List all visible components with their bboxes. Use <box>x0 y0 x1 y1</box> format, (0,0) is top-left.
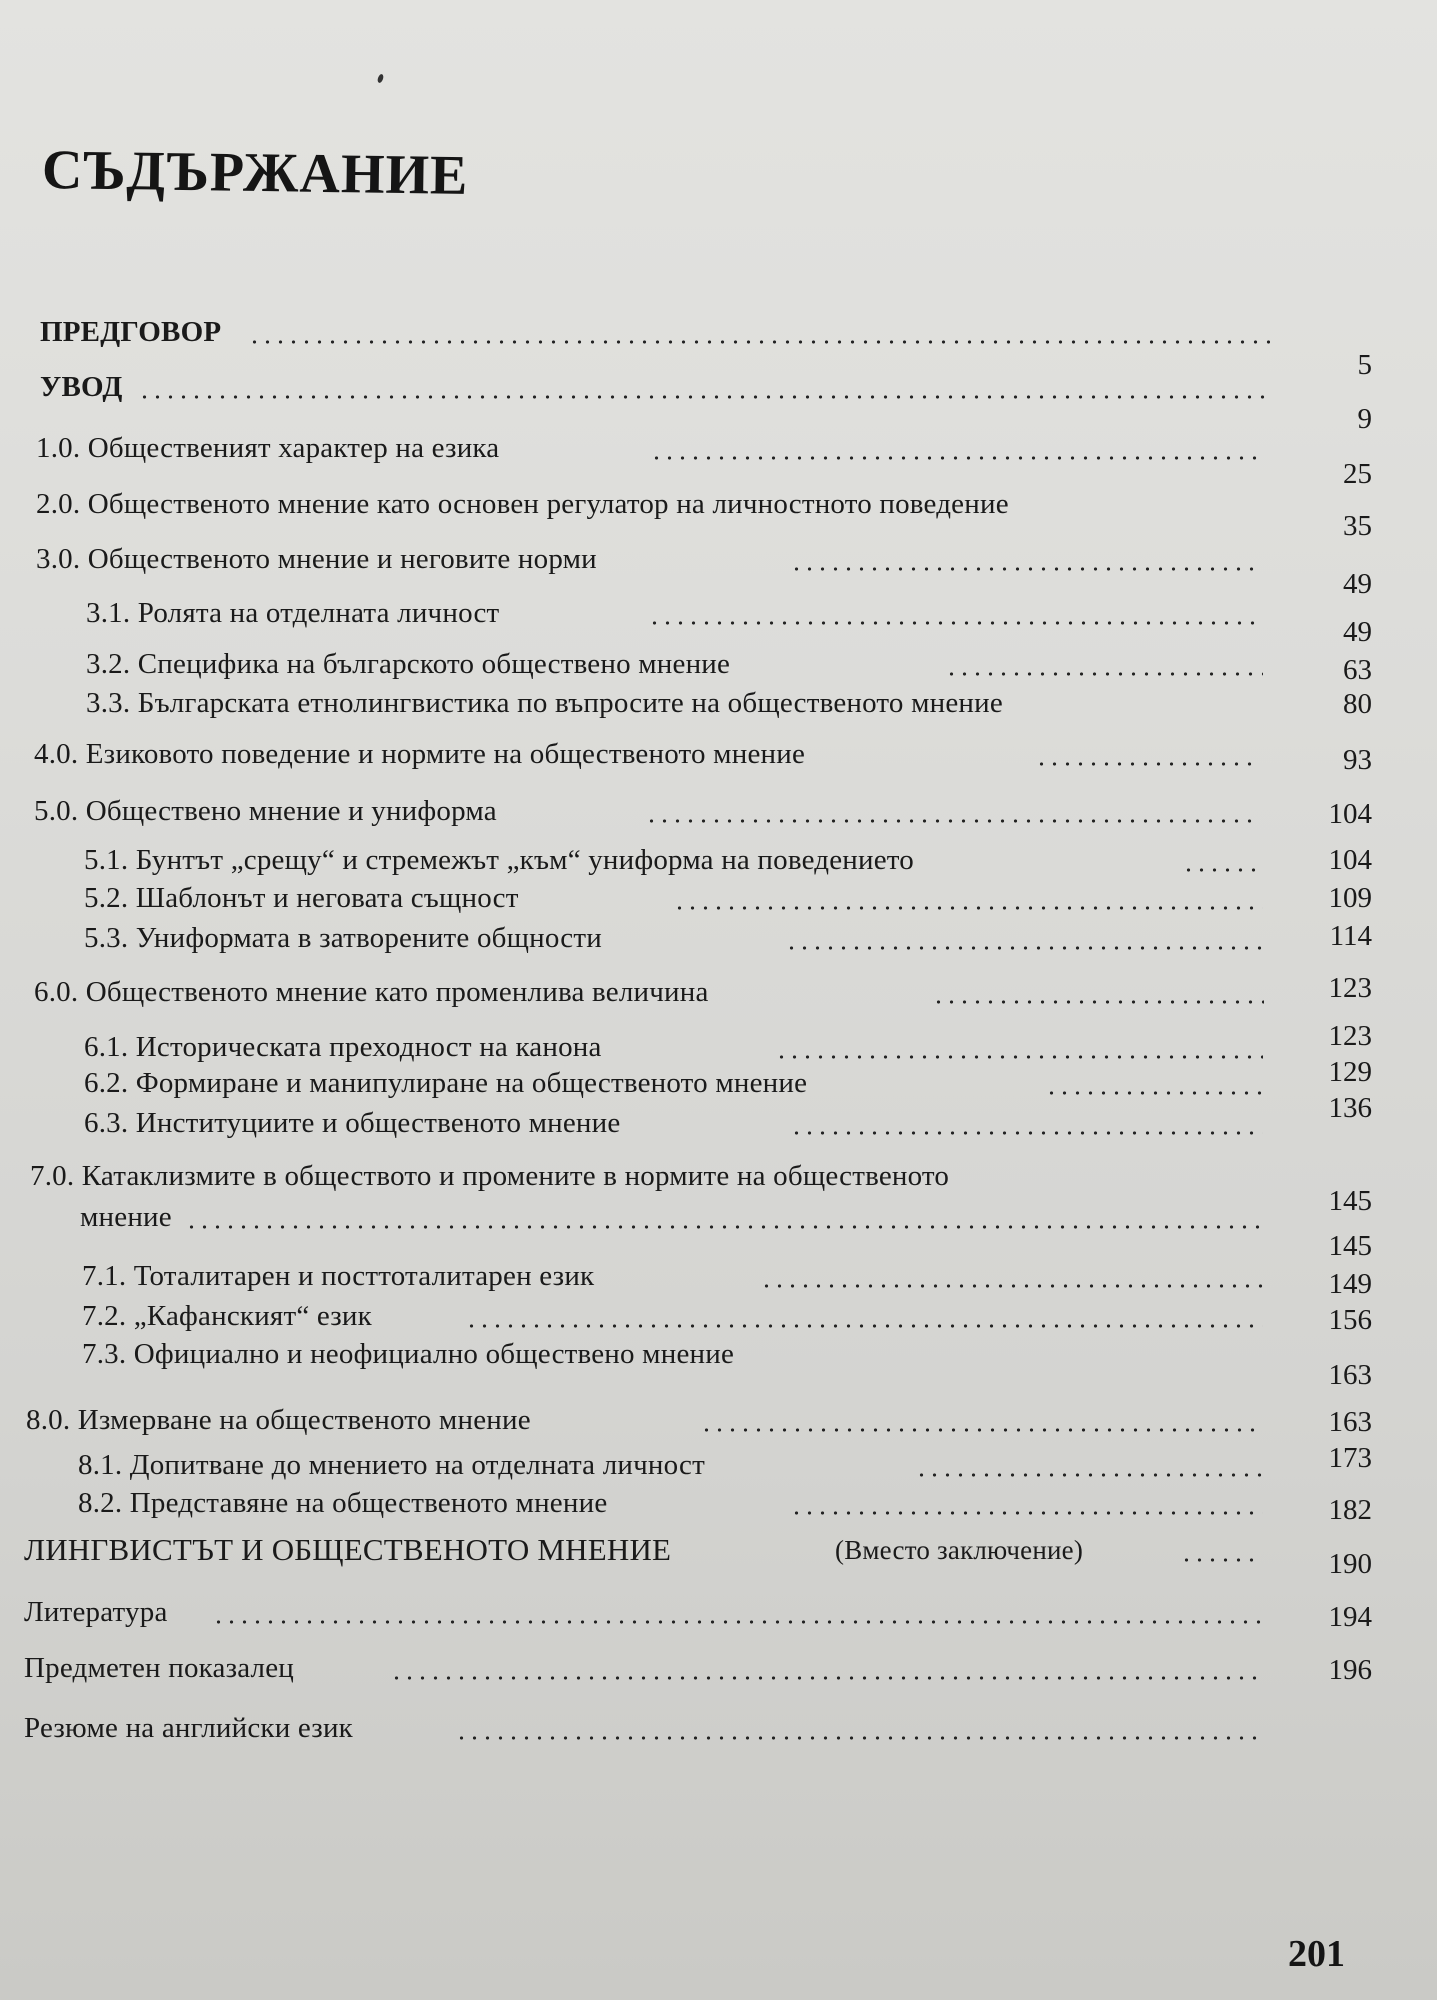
toc-entry-4-0 <box>0 734 1437 774</box>
toc-label: 5.2. Шаблонът и неговата същност <box>84 882 519 914</box>
toc-label: 7.0. Катаклизмите в обществото и промените в нормите на общественото <box>30 1160 950 1192</box>
toc-entry-summary <box>0 1708 1437 1748</box>
toc-entry-3-3 <box>0 683 1437 723</box>
toc-page-number: 49 <box>1343 616 1372 648</box>
dot-leader <box>760 1284 1263 1288</box>
toc-entry-2-0 <box>0 484 1437 524</box>
toc-page-number: 9 <box>1357 403 1372 435</box>
dot-leader <box>790 1131 1263 1135</box>
toc-page-number: 182 <box>1328 1494 1372 1526</box>
toc-entry-5-3 <box>0 918 1437 958</box>
toc-label: 6.0. Общественото мнение като променлива величина <box>34 976 709 1008</box>
toc-label: 3.3. Българската етнолингвистика по въпросите на общественото мнение <box>86 687 1003 719</box>
toc-page-number: 104 <box>1328 844 1372 876</box>
toc-entry-5-2 <box>0 878 1437 918</box>
toc-label: 7.2. „Кафанският“ език <box>82 1300 372 1332</box>
dot-leader <box>455 1736 1263 1740</box>
toc-page-number: 194 <box>1328 1601 1372 1633</box>
toc-label: 3.2. Специфика на българското обществено мнение <box>86 648 731 680</box>
toc-entry-literature <box>0 1592 1437 1632</box>
dot-leader <box>945 672 1263 676</box>
toc-page-number: 109 <box>1328 882 1372 914</box>
toc-page-number: 145 <box>1328 1185 1372 1217</box>
dot-leader <box>645 819 1257 823</box>
toc-entry-3-2 <box>0 644 1437 684</box>
toc-label: 8.0. Измерване на общественото мнение <box>26 1404 531 1436</box>
toc-page-number: 156 <box>1328 1304 1372 1336</box>
toc-page-number: 123 <box>1328 1020 1372 1052</box>
toc-page-number: 49 <box>1343 568 1372 600</box>
toc-label: мнение <box>80 1201 172 1233</box>
toc-page-number: 93 <box>1343 744 1372 776</box>
toc-entry-7-3 <box>0 1334 1437 1374</box>
dot-leader <box>1045 1091 1263 1095</box>
toc-page-number: 136 <box>1328 1092 1372 1124</box>
toc-entry-7-0-cont <box>0 1197 1437 1237</box>
dot-leader <box>932 1000 1264 1004</box>
toc-page-number: 129 <box>1328 1056 1372 1088</box>
toc-entry-8-1 <box>0 1445 1437 1485</box>
toc-label: 1.0. Общественият характер на езика <box>36 432 500 464</box>
toc-label: 8.2. Представяне на общественото мнение <box>78 1487 608 1519</box>
toc-entry-index <box>0 1648 1437 1688</box>
toc-page-number: 104 <box>1328 798 1372 830</box>
dot-leader <box>785 946 1263 950</box>
toc-page-number: 35 <box>1343 510 1372 542</box>
dot-leader <box>390 1676 1263 1680</box>
dot-leader <box>915 1473 1263 1477</box>
toc-entry-5-0 <box>0 791 1437 831</box>
toc-label: 7.3. Официално и неофициално обществено мнение <box>82 1338 735 1370</box>
toc-page-number: 163 <box>1328 1359 1372 1391</box>
dot-leader <box>775 1055 1263 1059</box>
toc-label: 2.0. Общественото мнение като основен регулатор на личностното поведение <box>36 488 1009 520</box>
dot-leader <box>138 395 1270 399</box>
dot-leader <box>648 621 1262 625</box>
toc-entry-intro <box>0 367 1437 407</box>
toc-entry-preface <box>0 312 1437 352</box>
toc-label: УВОД <box>40 371 123 403</box>
toc-label: Предметен показалец <box>24 1652 295 1684</box>
ink-smudge <box>377 73 385 83</box>
toc-page-number: 80 <box>1343 688 1372 720</box>
toc-page-number: 5 <box>1357 349 1372 381</box>
toc-page-number: 114 <box>1329 920 1372 952</box>
toc-page-number: 173 <box>1328 1442 1372 1474</box>
toc-entry-3-1 <box>0 593 1437 633</box>
toc-entry-7-1 <box>0 1256 1437 1296</box>
dot-leader <box>1180 1558 1260 1562</box>
toc-label: 5.3. Униформата в затворените общности <box>84 922 602 954</box>
toc-page-number: 149 <box>1328 1268 1372 1300</box>
toc-page-number: 196 <box>1328 1654 1372 1686</box>
toc-page-number: 190 <box>1328 1548 1372 1580</box>
dot-leader <box>212 1620 1263 1624</box>
toc-label: Литература <box>24 1596 168 1628</box>
dot-leader <box>790 567 1262 571</box>
dot-leader <box>1182 868 1262 872</box>
dot-leader <box>248 340 1270 344</box>
toc-entry-8-2 <box>0 1483 1437 1523</box>
dot-leader <box>465 1324 1263 1328</box>
toc-page-number: 25 <box>1343 458 1372 490</box>
toc-entry-conclusion <box>0 1530 1437 1570</box>
dot-leader <box>650 456 1262 460</box>
dot-leader <box>1035 762 1257 766</box>
page-title: СЪДЪРЖАНИЕ <box>41 139 469 207</box>
toc-page-number: 123 <box>1328 972 1372 1004</box>
toc-entry-6-3 <box>0 1103 1437 1143</box>
toc-entry-6-2 <box>0 1063 1437 1103</box>
toc-label: 5.1. Бунтът „срещу“ и стремежът „към“ униформа на поведението <box>84 844 914 876</box>
toc-label: 6.1. Историческата преходност на канона <box>84 1031 602 1063</box>
toc-label: 6.2. Формиране и манипулиране на общественото мнение <box>84 1067 808 1099</box>
toc-page-number: 145 <box>1328 1230 1372 1262</box>
toc-label: 6.3. Институциите и общественото мнение <box>84 1107 621 1139</box>
toc-label: 3.0. Общественото мнение и неговите норми <box>36 543 597 575</box>
toc-label: 7.1. Тоталитарен и посттоталитарен език <box>82 1260 595 1292</box>
toc-entry-8-0 <box>0 1400 1437 1440</box>
toc-label: 4.0. Езиковото поведение и нормите на общественото мнение <box>34 738 806 770</box>
dot-leader <box>790 1511 1263 1515</box>
toc-label: Резюме на английски език <box>24 1712 353 1744</box>
toc-entry-7-2 <box>0 1296 1437 1336</box>
toc-label: 5.0. Обществено мнение и униформа <box>34 795 497 827</box>
toc-label: ЛИНГВИСТЪТ И ОБЩЕСТВЕНОТО МНЕНИЕ <box>24 1532 672 1567</box>
toc-label: 3.1. Ролята на отделната личност <box>86 597 500 629</box>
toc-entry-3-0 <box>0 539 1437 579</box>
toc-label-note: (Вместо заключение) <box>835 1535 1084 1565</box>
toc-label: ПРЕДГОВОР <box>40 316 222 348</box>
toc-entry-5-1 <box>0 840 1437 880</box>
toc-entry-6-0 <box>0 972 1437 1012</box>
page-number: 201 <box>1288 1933 1345 1975</box>
toc-label: 8.1. Допитване до мнението на отделната личност <box>78 1449 705 1481</box>
toc-entry-7-0 <box>0 1156 1437 1196</box>
toc-page-number: 63 <box>1343 654 1372 686</box>
toc-entry-1-0 <box>0 428 1437 468</box>
dot-leader <box>673 906 1263 910</box>
dot-leader <box>700 1428 1263 1432</box>
toc-entry-6-1 <box>0 1027 1437 1067</box>
toc-page-number: 163 <box>1328 1406 1372 1438</box>
dot-leader <box>185 1225 1263 1229</box>
